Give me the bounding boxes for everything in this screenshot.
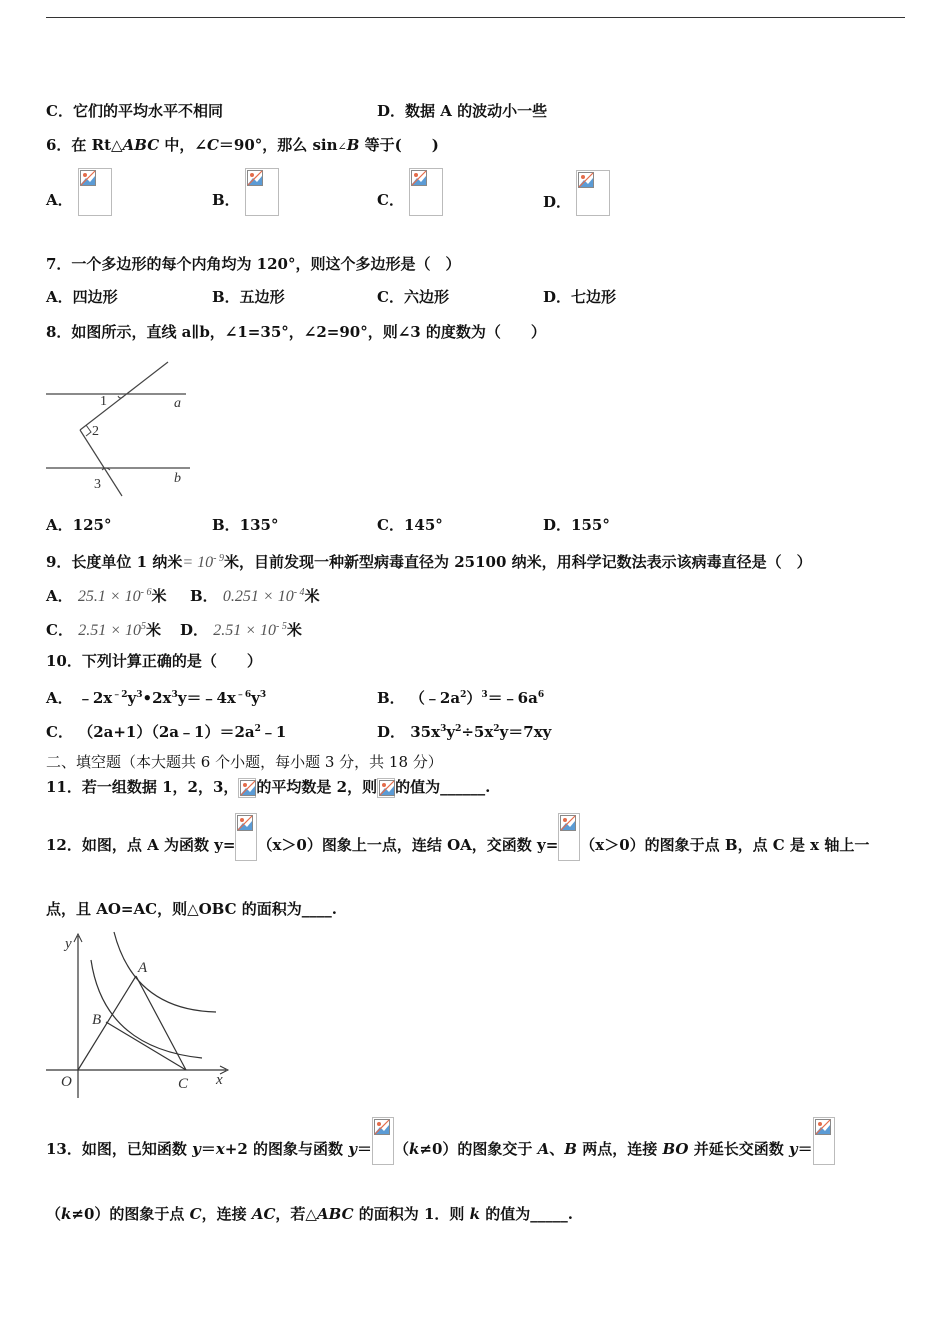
q7-option-c[interactable]: C．六边形 — [377, 288, 449, 306]
q7-stem: 7．一个多边形的每个内角均为 120°，则这个多边形是（ ） — [46, 255, 461, 273]
line-b-label: b — [174, 471, 181, 486]
right-angle-mark — [86, 425, 91, 436]
segment-ac — [136, 976, 186, 1070]
q6-option-b[interactable]: B． — [212, 168, 279, 218]
broken-image-icon — [235, 813, 257, 861]
x-label: x — [216, 1072, 223, 1088]
q10-option-b[interactable]: B． $(﹣2a^2)^3=﹣6a^6$ — [377, 689, 545, 707]
angle-2-label: 2 — [92, 424, 99, 439]
q8-option-a[interactable]: A．125° — [46, 516, 112, 534]
q12-figure — [44, 930, 230, 1100]
origin-label: O — [61, 1074, 72, 1090]
q6-stem: 6．在 Rt△ABC 中，∠C＝90°，那么 sin∠B 等于( ) — [46, 136, 439, 154]
q13-line-2: （k≠0）的图象于点 C，连接 AC，若△ABC 的面积为 1．则 k 的值为_____. — [46, 1205, 573, 1223]
q10-option-a[interactable]: A． $﹣2x^{﹣2}y^3•2x^3y=﹣4x^{﹣6}y^3$ — [46, 689, 267, 707]
q5-option-d[interactable]: D．数据 A 的波动小一些 — [377, 102, 548, 120]
q10-option-c[interactable]: C． $(2a+1)(2a﹣1)=2a^2﹣1$ — [46, 723, 287, 741]
q12-line-2: 点，且 AO=AC，则△OBC 的面积为____. — [46, 900, 338, 918]
q5-option-c[interactable]: C．它们的平均水平不相同 — [46, 102, 223, 120]
q10-stem: 10．下列计算正确的是（ ） — [46, 652, 262, 670]
broken-image-icon — [245, 168, 279, 216]
q9-option-b[interactable]: B． $0.251 \times 10^{- 4}$米 — [190, 587, 320, 605]
q11-stem: 11．若一组数据 1，2，3， 的平均数是 2，则 的值为______. — [46, 778, 491, 796]
q7-option-d[interactable]: D．七边形 — [543, 288, 617, 306]
point-c-label: C — [178, 1076, 189, 1092]
q8-option-b[interactable]: B．135° — [212, 516, 279, 534]
header-rule — [46, 17, 905, 18]
q8-option-c[interactable]: C．145° — [377, 516, 443, 534]
broken-image-icon — [78, 168, 112, 216]
transversal-lower — [80, 430, 122, 496]
broken-image-icon — [813, 1117, 835, 1165]
q9-option-a[interactable]: A． $25.1 \times 10^{- 6}$米 — [46, 587, 167, 605]
point-a-label: A — [138, 960, 148, 976]
q8-option-d[interactable]: D．155° — [543, 516, 610, 534]
section-2-title: 二、填空题（本大题共 6 个小题，每小题 3 分，共 18 分） — [46, 753, 443, 771]
broken-image-icon — [409, 168, 443, 216]
q12-line-1: 12．如图，点 A 为函数 y= （x＞0）图象上一点，连结 OA，交函数 y= （x＞0）的图象于点 B，点 C 是 x 轴上一 — [46, 811, 869, 861]
angle-1-label: 1 — [100, 394, 107, 409]
q9-option-c[interactable]: C． $2.51 \times 10^5$米 — [46, 621, 161, 639]
q13-line-1: 13．如图，已知函数 y＝x+2 的图象与函数 y＝ （k≠0）的图象交于 A、B 两点，连接 BO 并延长交函数 y＝ — [46, 1115, 835, 1165]
q8-figure — [44, 358, 196, 498]
broken-image-icon — [377, 778, 395, 798]
broken-image-icon — [558, 813, 580, 861]
q9-option-d[interactable]: D． $2.51 \times 10^{- 5}$米 — [180, 621, 302, 639]
angle-3-label: 3 — [94, 477, 101, 492]
q9-stem: 9．长度单位 1 纳米= $10^{- 9}$米，目前发现一种新型病毒直径为 25100 纳米，用科学记数法表示该病毒直径是（ ） — [46, 553, 812, 571]
broken-image-icon — [238, 778, 256, 798]
point-b-label: B — [92, 1012, 102, 1028]
segment-bc — [106, 1022, 186, 1070]
q6-option-c[interactable]: C． — [377, 168, 443, 218]
q6-option-a[interactable]: A． — [46, 168, 112, 218]
q7-option-b[interactable]: B．五边形 — [212, 288, 285, 306]
q7-option-a[interactable]: A．四边形 — [46, 288, 118, 306]
line-a-label: a — [174, 396, 181, 411]
curve-outer — [114, 932, 216, 1012]
y-label: y — [65, 936, 72, 952]
broken-image-icon — [372, 1117, 394, 1165]
q10-option-d[interactable]: D． $35x^3y^2\div 5x^2y=7xy$ — [377, 723, 552, 741]
q8-stem: 8．如图所示，直线 a∥b，∠1=35°，∠2=90°，则∠3 的度数为（ ） — [46, 323, 546, 341]
broken-image-icon — [576, 170, 610, 216]
q6-option-d[interactable]: D． — [543, 170, 610, 218]
